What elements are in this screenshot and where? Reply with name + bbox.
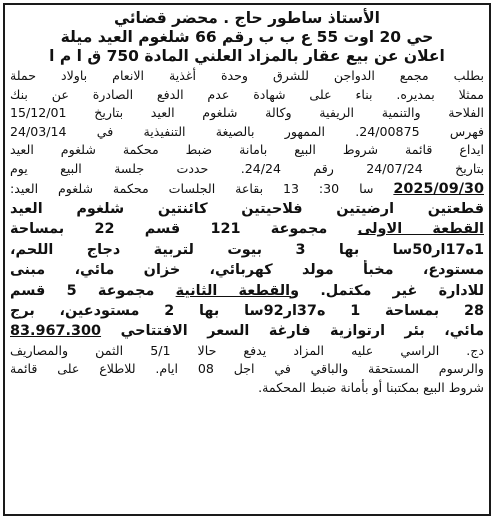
- body-line-3: الفلاحة والتنمية الريفية وكالة شلغوم العيد بتاريخ 15/12/01: [10, 105, 484, 121]
- body-line-15: دج. الراسي عليه المزاد يدفع حالا 5/1 الثمن والمصاريف: [10, 342, 484, 358]
- bailiff-name: الأستاذ ساطور حاج . محضر قضائي: [114, 9, 380, 27]
- first-plot-details: مجموعة 121 قسم 22 بمساحة: [10, 221, 328, 238]
- body-line-1: بطلب مجمع الدواجن للشرق وحدة أغذية الانعام باولاد حملة: [10, 68, 484, 83]
- body-line-8: قطعتين ارضيتين فلاحيتين كائنتين شلغوم العيد: [10, 200, 484, 217]
- body-line-5: ايداع قائمة شروط البيع بامانة ضبط محكمة شلغوم العيد: [10, 142, 484, 158]
- body-line-13: 28 بمساحة 1 ه37ار92سا بها 2 مستودعين، برج: [10, 303, 484, 319]
- body-line-10: 1ه17ار50سا بها 3 بيوت لتربية دجاج اللحم،: [10, 241, 484, 258]
- notice-header: [10, 9, 484, 66]
- auction-notice: [3, 3, 491, 516]
- body-line-7: [10, 179, 484, 199]
- body-line-6: بتاريخ 24/07/24 رقم 24/24. حددت جلسة البيع يوم: [10, 160, 484, 176]
- body-line-17: شروط البيع بمكتبنا أو بأمانة ضبط المحكمة.: [258, 380, 484, 395]
- body-line-14: [10, 321, 484, 341]
- body-line-12: [10, 281, 484, 301]
- notice-body: [10, 67, 484, 398]
- well-and-price-label: مائي، بئر ارتوازية فارغة السعر الافتتاحي: [120, 323, 484, 340]
- body-line-2: ممثلا بمديره. بناء على شهادة عدم الدفع الصادرة عن بنك: [10, 86, 484, 102]
- body-line-11: مستودع، مخبأ مولد كهربائي، خزان مائي، مبنى: [10, 262, 484, 279]
- bailiff-address: حي 20 اوت 55 ع ب ب رقم 66 شلغوم العيد ميلة: [60, 28, 434, 46]
- body-line-16: والرسوم المستحقة والباقي في اجل 08 ايام. للاطلاع على قائمة: [10, 361, 484, 377]
- sale-time-place: سا 30: 13 بقاعة الجلسات محكمة شلغوم العيد:: [10, 180, 374, 196]
- opening-price: 83.967.300: [10, 323, 102, 340]
- first-plot-label: القطعة الاولى: [357, 221, 484, 238]
- notice-title: اعلان عن بيع عقار بالمزاد العلني المادة 750 ق ا م ا: [49, 47, 445, 65]
- body-line-4: فهرس 24/00875. الممهور بالصيغة التنفيذية في 24/03/14: [10, 123, 484, 139]
- sale-date: 2025/09/30: [393, 180, 484, 197]
- second-plot-label: والقطعة الثانية: [175, 282, 300, 299]
- body-line-9: [10, 219, 484, 239]
- admin-building-text: للادارة غير مكتمل.: [320, 282, 484, 299]
- second-plot-details: مجموعة 5 قسم: [10, 282, 155, 299]
